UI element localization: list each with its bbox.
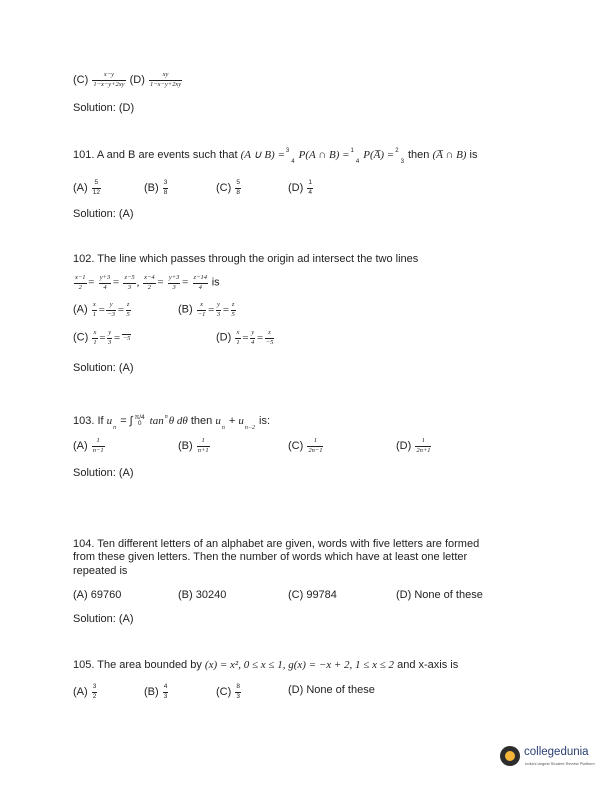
q102-question: 102. The line which passes through the origin ad intersect the two lines xyxy=(73,253,419,265)
q104-option-a: (A) 69760 xyxy=(73,589,122,601)
q103-question: 103. If $u_n$ = ∫ π/4 0 $\tan^n\theta$ dθ then $u_n + u_{n-2}$ is: xyxy=(73,413,271,431)
q102-solution: Solution: (A) xyxy=(73,362,134,374)
q105-option-c: (C) $\frac{8}{3}$ xyxy=(216,683,240,700)
q105-question: 105. The area bounded by (x) = x², 0 ≤ x ≤ 1, g(x) = −x + 2, 1 ≤ x ≤ 2 and x-axis is xyxy=(73,659,459,671)
logo-name: collegedunia xyxy=(524,746,589,758)
q104-option-b: (B) 30240 xyxy=(178,589,227,601)
q102-option-d: (D) $\frac{x}{1}$ = $\frac{y}{4}$ = $\frac{z}{-5}$ xyxy=(216,329,274,346)
q103-option-a: (A) $\frac{1}{n-1}$ xyxy=(73,437,104,454)
q103-option-b: (B) $\frac{1}{n+1}$ xyxy=(178,437,209,454)
q101-option-c: (C) $\frac{5}{8}$ xyxy=(216,179,240,196)
collegedunia-logo xyxy=(500,744,600,774)
prev-option-c-fraction: $\frac{x-y}{1-x-y+2xy}$ xyxy=(93,71,125,88)
prev-solution: Solution: (D) xyxy=(73,102,135,114)
q102-option-b: (B) $\frac{x}{-1}$ = $\frac{y}{3}$ = $\frac{z}{5}$ xyxy=(178,301,235,318)
q101-option-a: (A) $\frac{5}{12}$ xyxy=(73,179,100,196)
prev-option-c-label: (C) xyxy=(73,73,89,86)
q103-solution: Solution: (A) xyxy=(73,467,134,479)
q104-option-c: (C) 99784 xyxy=(288,589,337,601)
q101-question: 101. A and B are events such that (A ∪ B) =$^3_4$ P(A ∩ B) =$^1_4$ P(A̅) =$^2_3$ then (A̅ ∩ B) is xyxy=(73,148,478,165)
q102-option-a: (A) $\frac{x}{1}$ = $\frac{y}{-3}$ = $\frac{z}{5}$ xyxy=(73,301,130,318)
prev-option-d-fraction: $\frac{xy}{1-x-y+2xy}$ xyxy=(149,71,182,88)
logo-tagline: India's largest Student Review Platform xyxy=(525,761,595,766)
prev-options-row xyxy=(73,72,183,88)
prev-option-d-label: (D) xyxy=(129,73,145,86)
q105-option-a: (A) $\frac{3}{2}$ xyxy=(73,683,97,700)
graduation-cap-icon xyxy=(500,746,520,766)
q101-option-d: (D) $\frac{1}{4}$ xyxy=(288,179,312,196)
q105-option-b: (B) $\frac{4}{3}$ xyxy=(144,683,168,700)
q102-lines-equation: $\frac{x-1}{2}$ = $\frac{y+3}{4}$ = $\frac{z-5}{3}$ , $\frac{x-4}{2}$ = $\frac{y+3}{3}$ = $\frac{z-14}{4}$ is xyxy=(75,274,220,291)
q104-question-line-2: from these given letters. Then the number of words which have at least one letter xyxy=(73,551,468,563)
q105-option-d: (D) None of these xyxy=(288,684,375,696)
q103-option-d: (D) $\frac{1}{2n+1}$ xyxy=(396,437,431,454)
q104-question-line-1: 104. Ten different letters of an alphabet are given, words with five letters are formed xyxy=(73,538,480,550)
q102-option-c: (C) $\frac{x}{1}$ = $\frac{y}{3}$ = −5 xyxy=(73,329,131,346)
q104-solution: Solution: (A) xyxy=(73,613,134,625)
q101-solution: Solution: (A) xyxy=(73,208,134,220)
q104-option-d: (D) None of these xyxy=(396,589,483,601)
q101-option-b: (B) $\frac{3}{8}$ xyxy=(144,179,168,196)
q104-question-line-3: repeated is xyxy=(73,565,128,577)
q103-option-c: (C) $\frac{1}{2n-1}$ xyxy=(288,437,323,454)
